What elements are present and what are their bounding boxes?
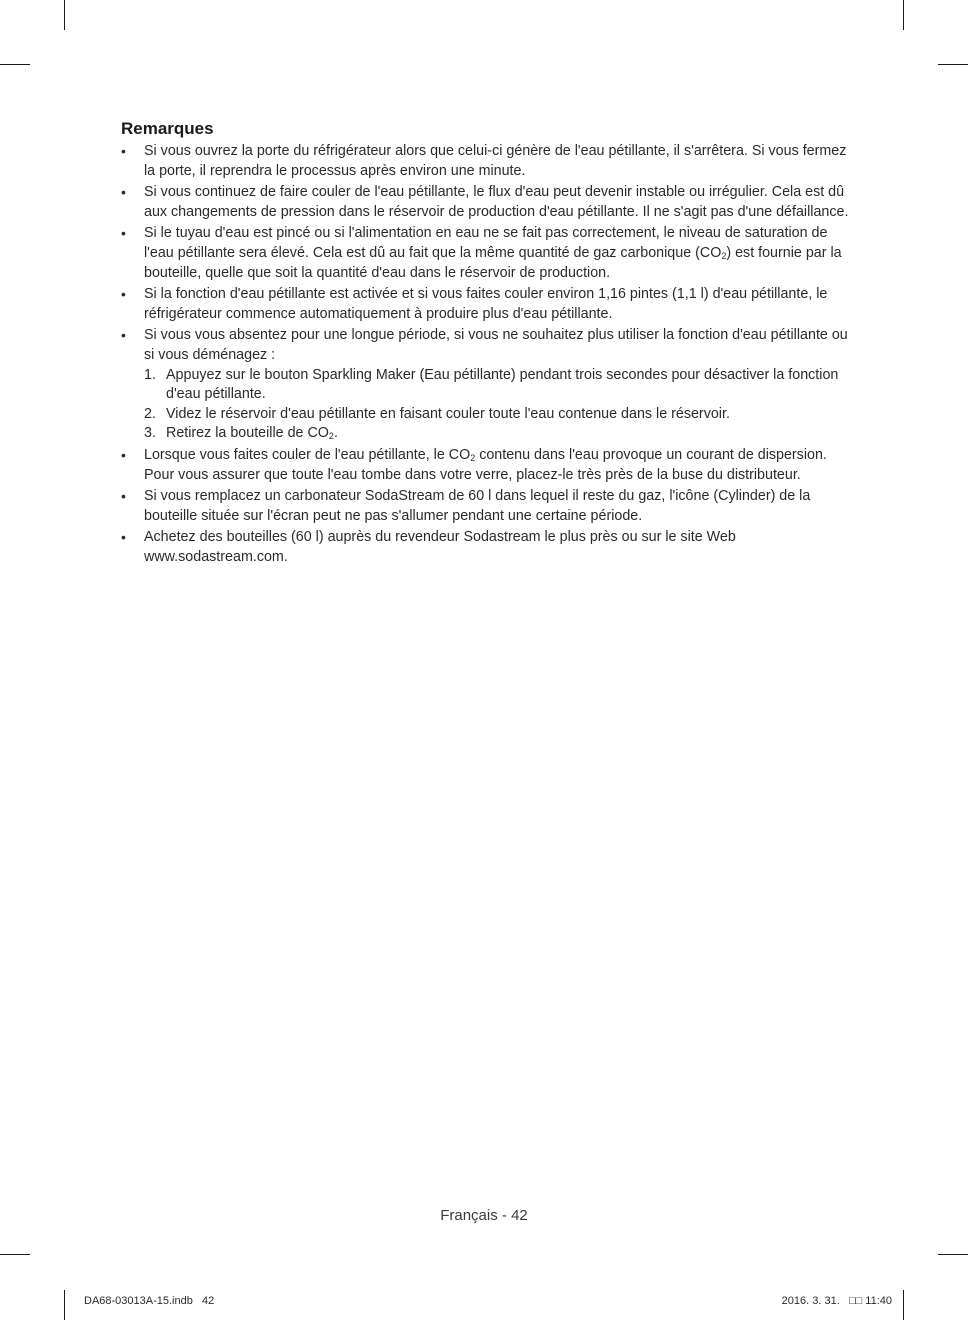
crop-mark-left-top — [0, 64, 30, 65]
crop-mark-bottom-left — [64, 1290, 65, 1320]
step-number: 3. — [144, 425, 156, 442]
page-number: Français - 42 — [440, 1207, 528, 1224]
crop-mark-top-right — [903, 0, 904, 30]
steps-list — [144, 366, 856, 444]
section-heading: Remarques — [121, 119, 214, 138]
bullet: • — [121, 327, 126, 344]
footer-timestamp: 2016. 3. 31. □□ 11:40 — [781, 1295, 892, 1307]
note-item — [121, 183, 856, 222]
note-text: Lorsque vous faites couler de l'eau pétillante, le CO — [144, 446, 471, 463]
subscript: 2 — [470, 452, 476, 463]
bullet: • — [121, 286, 126, 303]
crop-mark-right-top — [938, 64, 968, 65]
note-item — [121, 142, 856, 181]
step-item — [144, 405, 856, 425]
notes-section — [121, 119, 856, 569]
step-number: 2. — [144, 405, 156, 422]
step-text: Retirez la bouteille de CO — [166, 425, 329, 442]
step-number: 1. — [144, 366, 156, 383]
note-item — [121, 528, 856, 567]
bullet: • — [121, 529, 126, 546]
footer-file-name: DA68-03013A-15.indb 42 — [84, 1295, 215, 1307]
subscript: 2 — [328, 431, 334, 442]
note-item — [121, 487, 856, 526]
step-item — [144, 424, 856, 444]
crop-mark-bottom-right — [903, 1290, 904, 1320]
subscript: 2 — [721, 250, 727, 261]
note-text: Si vous remplacez un carbonateur SodaStream de 60 l dans lequel il reste du gaz, l'icône (Cylinder) de la bouteille située sur l'écran peut ne pas s'allumer pendant une certaine période. — [144, 488, 811, 524]
note-item — [121, 326, 856, 444]
note-text-continued: contenu dans l'eau provoque un courant de dispersion. Pour vous assurer que toute l'eau tombe dans votre verre, placez-le très près de la buse du distributeur. — [144, 446, 827, 483]
bullet: • — [121, 446, 126, 463]
notes-list — [121, 142, 856, 567]
step-item — [144, 366, 856, 405]
bullet: • — [121, 225, 126, 242]
note-item — [121, 446, 856, 485]
note-item — [121, 224, 856, 283]
step-text: Videz le réservoir d'eau pétillante en faisant couler toute l'eau contenue dans le réservoir. — [166, 405, 730, 422]
bullet: • — [121, 488, 126, 505]
bullet: • — [121, 184, 126, 201]
step-text-continued: . — [333, 425, 338, 442]
crop-mark-right-bottom — [938, 1254, 968, 1255]
note-text: Si le tuyau d'eau est pincé ou si l'alimentation en eau ne se fait pas correctement, le niveau de saturation de l'eau pétillante sera élevé. Cela est dû au fait que la même quantité de gaz carbonique (CO — [144, 225, 828, 261]
note-text: Achetez des bouteilles (60 l) auprès du revendeur Sodastream le plus près ou sur le site Web www.sodastream.com. — [144, 529, 736, 565]
note-text-continued: ) est fournie par la bouteille, quelle que soit la quantité d'eau dans le réservoir de production. — [144, 244, 842, 281]
note-text: Si vous ouvrez la porte du réfrigérateur alors que celui-ci génère de l'eau pétillante, il s'arrêtera. Si vous fermez la porte, il reprendra le processus après environ une minute. — [144, 143, 847, 179]
bullet: • — [121, 143, 126, 159]
crop-mark-top-left — [64, 0, 65, 30]
crop-mark-left-bottom — [0, 1254, 30, 1255]
note-text: Si vous continuez de faire couler de l'eau pétillante, le flux d'eau peut devenir instable ou irrégulier. Cela est dû aux changements de pression dans le réservoir de production d'eau pétillante. Il ne s'agit pas d'une défaillance. — [144, 184, 849, 220]
note-text: Si vous vous absentez pour une longue période, si vous ne souhaitez plus utiliser la fonction d'eau pétillante ou si vous déménagez : — [144, 327, 848, 363]
step-text: Appuyez sur le bouton Sparkling Maker (Eau pétillante) pendant trois secondes pour désactiver la fonction d'eau pétillante. — [166, 366, 839, 403]
note-text: Si la fonction d'eau pétillante est activée et si vous faites couler environ 1,16 pintes (1,1 l) d'eau pétillante, le réfrigérateur commence automatiquement à produire plus d'eau pétillante. — [144, 286, 828, 322]
note-item — [121, 285, 856, 324]
